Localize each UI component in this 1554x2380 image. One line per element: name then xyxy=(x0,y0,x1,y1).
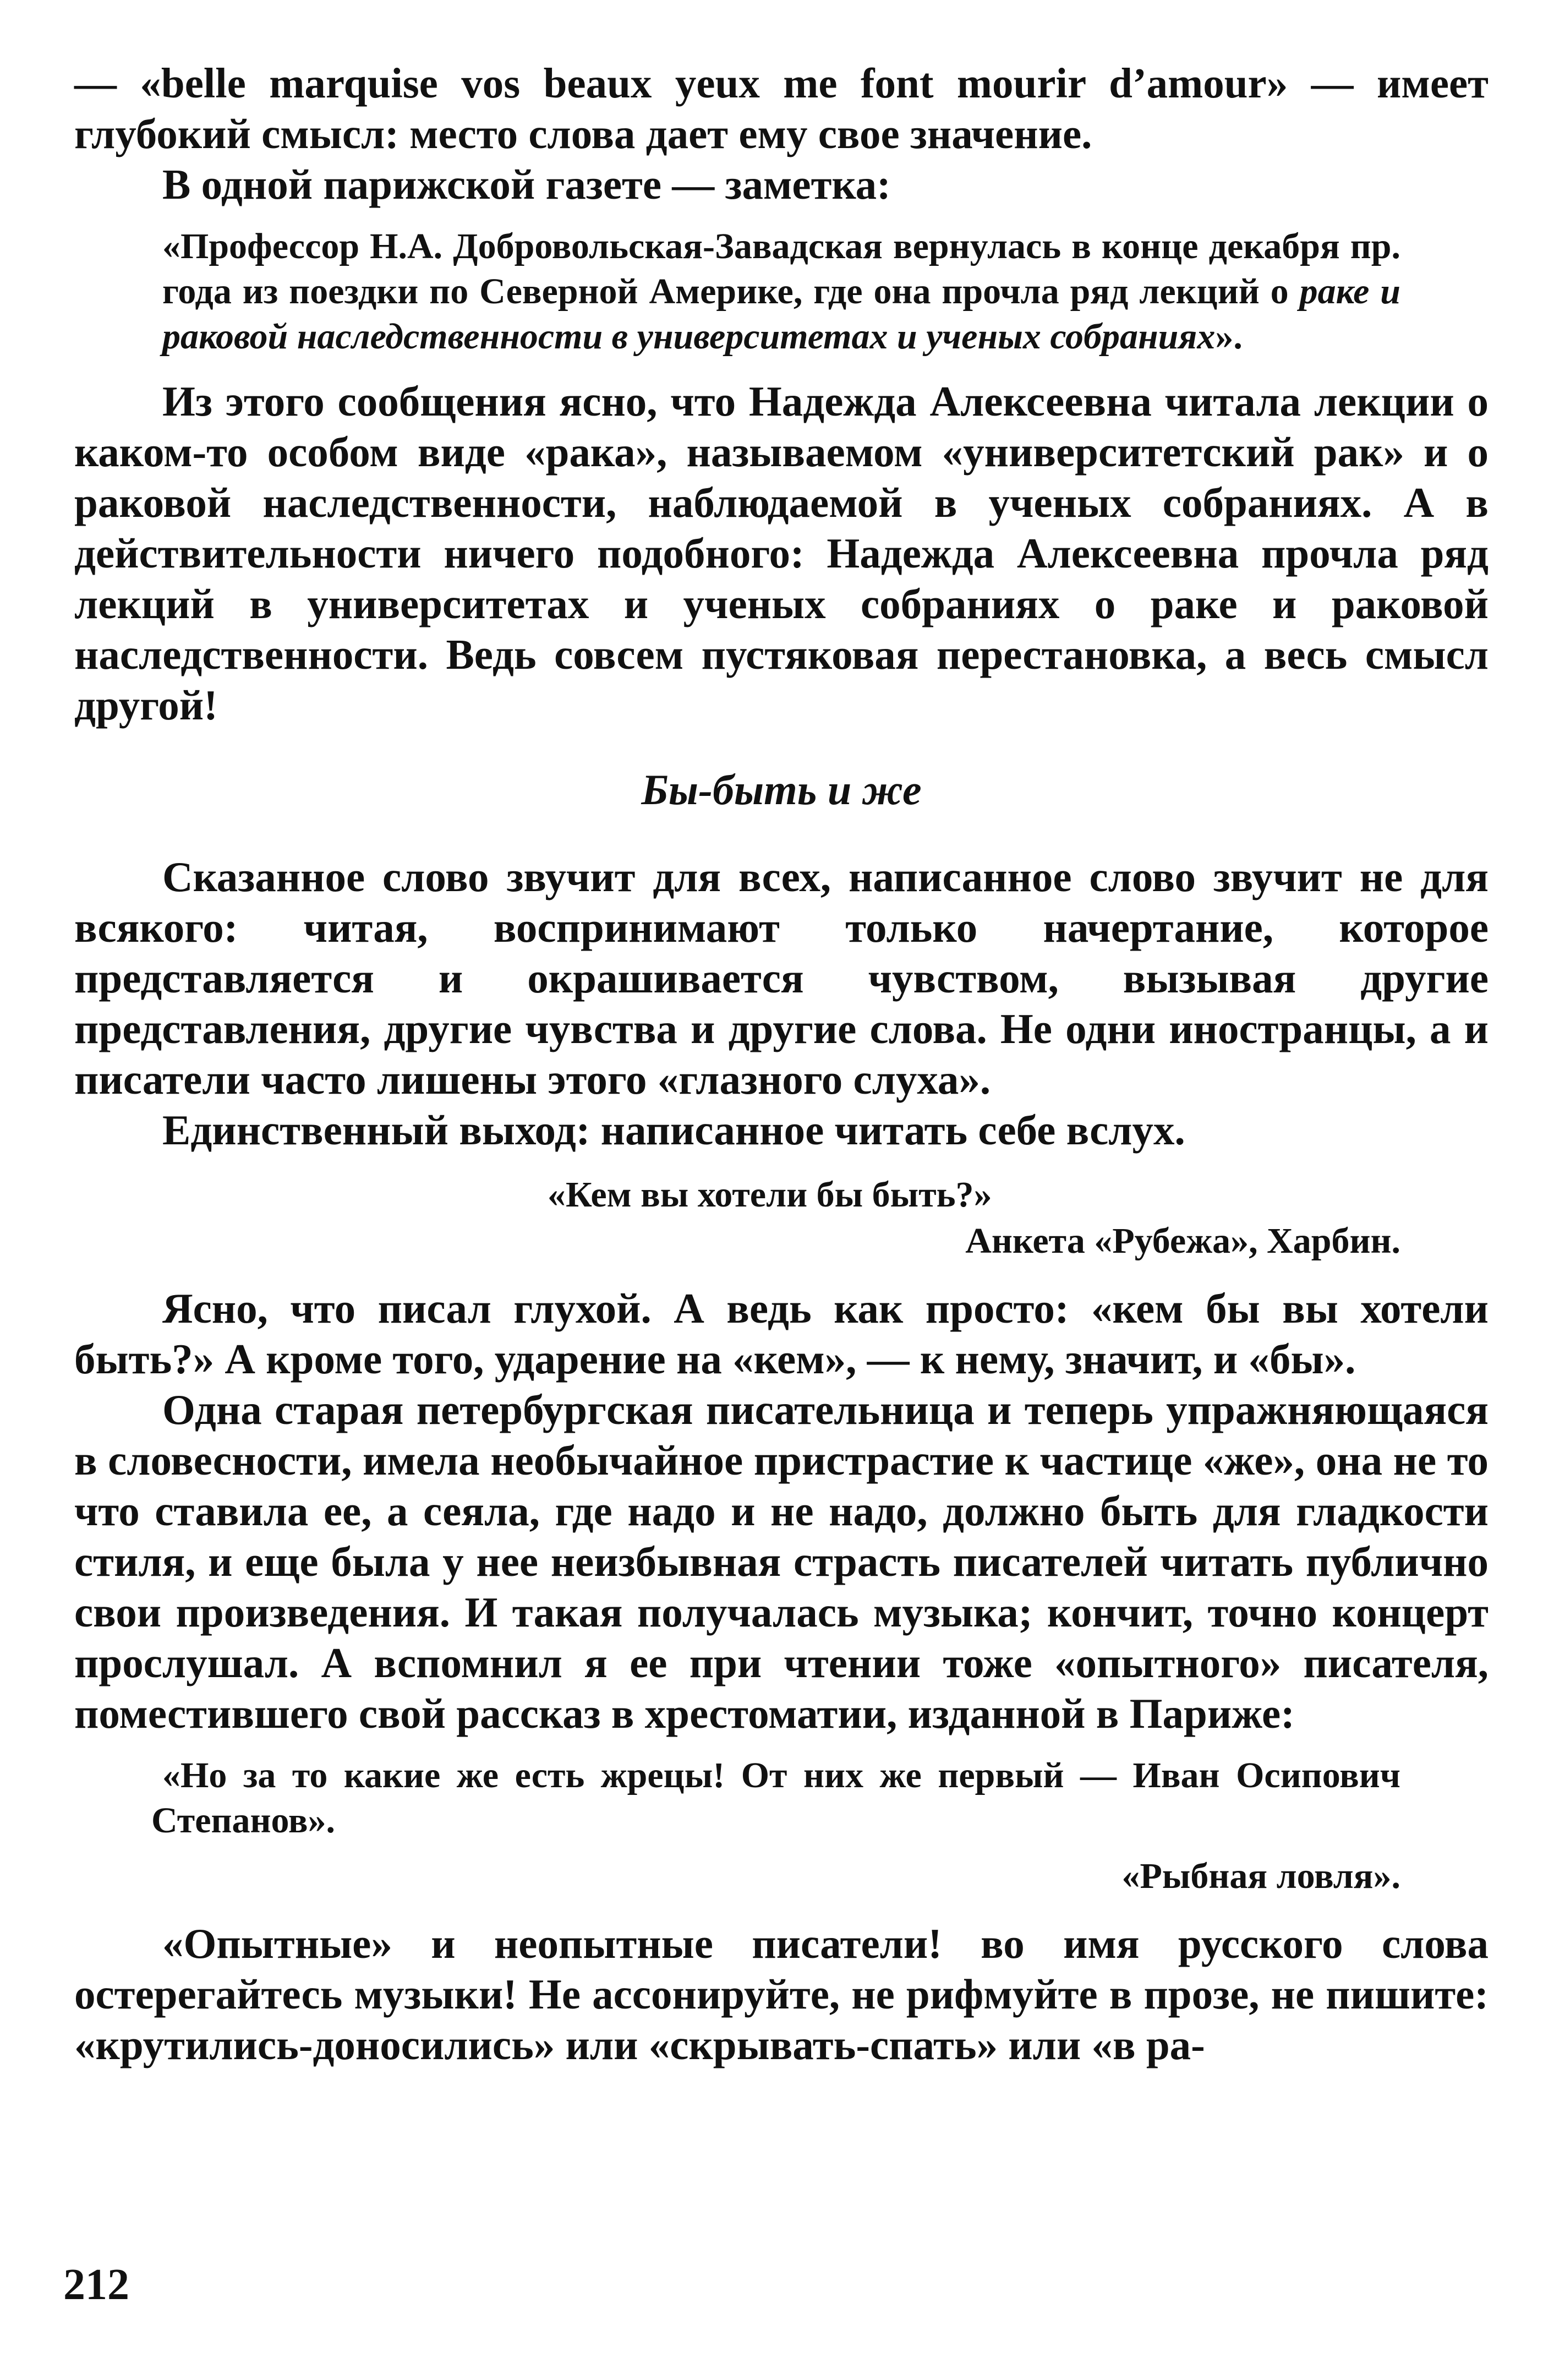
paragraph-4: Сказанное слово звучит для всех, написанное слово звучит не для всякого: читая, воспринимают только начертание, которое представляется и окрашивается чувством, вызывая другие представления, другие чувства и другие слова. Не одни иностранцы, а и писатели часто лишены этого «глазного слуха». xyxy=(74,853,1489,1103)
quote-newspaper xyxy=(74,224,1489,359)
section-heading: Бы-быть и же xyxy=(641,766,922,814)
quote-newspaper-end: ». xyxy=(1215,316,1243,357)
paragraph-2: В одной парижской газете — заметка: xyxy=(162,161,891,208)
quote-newspaper-text: «Профессор Н.А. Добровольская-Завадская вернулась в конце декабря пр. года из поездки по Северной Америке, где она прочла ряд лекций о xyxy=(162,226,1400,312)
paragraph-3: Из этого сообщения ясно, что Надежда Алексеевна читала лекции о каком-то особом виде «рака», называемом «университетский рак» и о раковой наследственности, наблюдаемой в ученых собраниях. А в действительности ничего подобного: Надежда Алексеевна прочла ряд лекций в университетах и ученых собраниях о раке и раковой наследственности. Ведь совсем пустяковая перестановка, а весь смысл другой! xyxy=(74,378,1489,729)
quote-priests: «Но за то какие же есть жрецы! От них же первый — Иван Осипович Степанов». xyxy=(151,1755,1400,1841)
paragraph-5: Единственный выход: написанное читать себе вслух. xyxy=(162,1106,1185,1154)
paragraph-8: «Опытные» и неопытные писатели! во имя русского слова остерегайтесь музыки! Не ассонируйте, не рифмуйте в прозе, не пишите: «крутились-доносились» или «скрывать-спать» или «в ра- xyxy=(74,1920,1489,2068)
paragraph-7: Одна старая петербургская писательница и теперь упражняющаяся в словесности, имела необычайное пристрастие к частице «же», она не то что ставила ее, а сеяла, где надо и не надо, должно быть для гладкости стиля, и еще была у нее неизбывная страсть писателей читать публично свои произведения. И такая получалась музыка; кончит, точно концерт прослушал. А вспомнил я ее при чтении тоже «опытного» писателя, поместившего свой рассказ в хрестоматии, изданной в Париже: xyxy=(74,1386,1489,1737)
epigraph-source: Анкета «Рубежа», Харбин. xyxy=(965,1221,1400,1261)
epigraph-question: «Кем вы хотели бы быть?» xyxy=(548,1175,992,1215)
text-column xyxy=(74,58,1489,2070)
paragraph-6: Ясно, что писал глухой. А ведь как просто: «кем бы вы хотели быть?» А кроме того, ударение на «кем», — к нему, значит, и «бы». xyxy=(74,1285,1489,1383)
quote-newspaper-italic: раке и раковой наследственности в университетах и ученых собраниях xyxy=(162,271,1400,357)
paragraph-1: — «belle marquise vos beaux yeux me font mourir d’amour» — имеет глубокий смысл: место слова дает ему свое значение. xyxy=(74,59,1489,157)
page-number: 212 xyxy=(63,2261,129,2309)
quote-priests-source: «Рыбная ловля». xyxy=(1121,1856,1400,1896)
